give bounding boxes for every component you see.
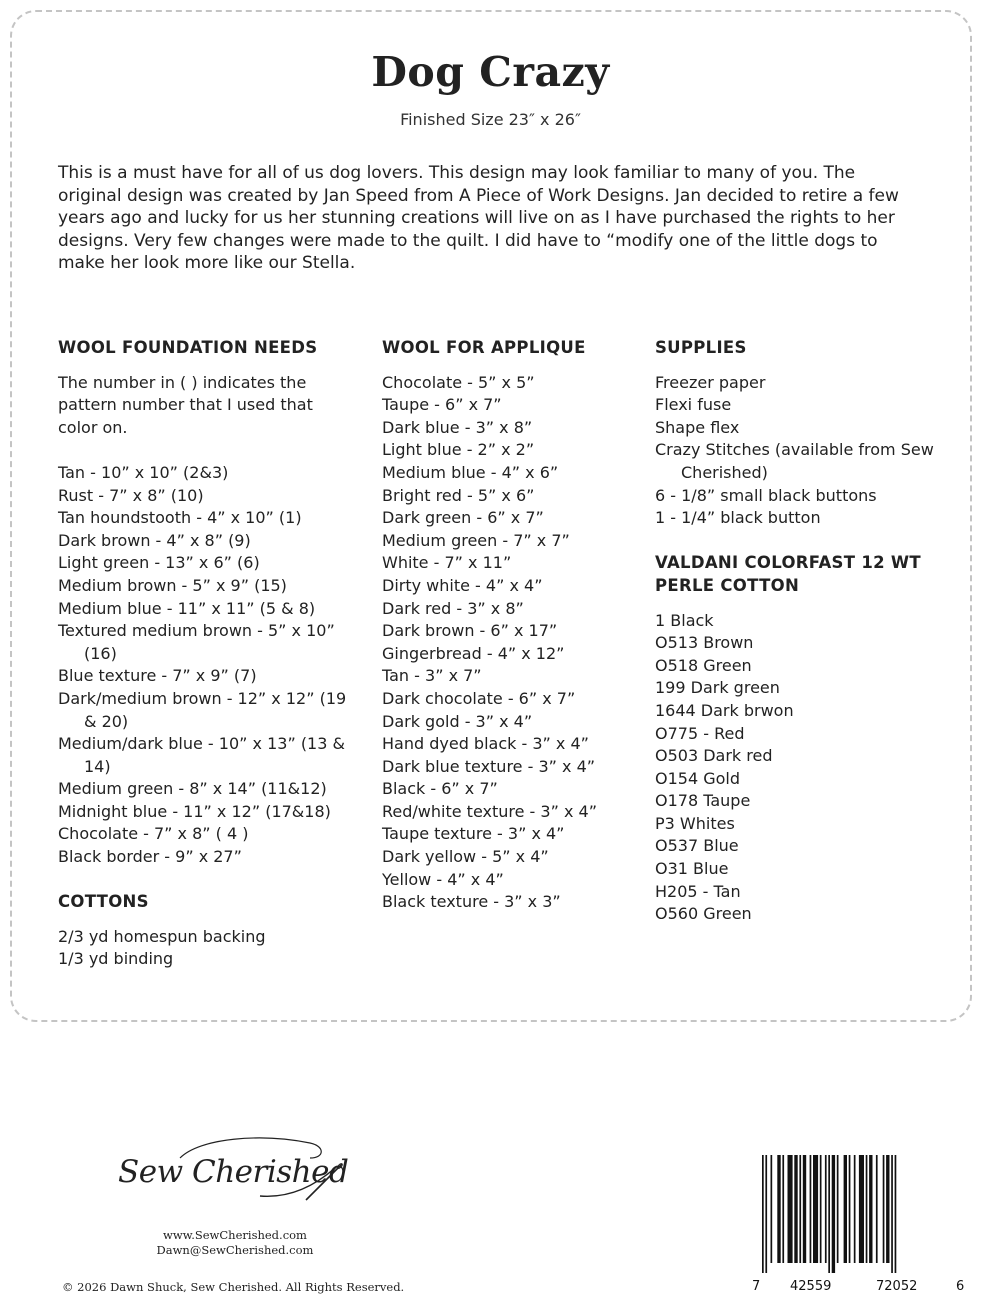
wool-applique-item: Dark green - 6” x 7” bbox=[382, 508, 544, 528]
email-link[interactable]: Dawn@SewCherished.com bbox=[156, 1243, 314, 1257]
barcode-bars bbox=[752, 1155, 972, 1275]
wool-foundation-item: Medium green - 8” x 14” (11&12) bbox=[58, 779, 327, 799]
sew-cherished-logo bbox=[110, 1128, 350, 1218]
supplies-list bbox=[655, 372, 935, 530]
contact-block bbox=[150, 1228, 320, 1258]
barcode-bar bbox=[803, 1155, 806, 1263]
barcode-bar bbox=[837, 1155, 839, 1263]
wool-applique-item: Gingerbread - 4” x 12” bbox=[382, 643, 565, 663]
barcode-digit-1: 7 bbox=[752, 1279, 761, 1294]
wool-foundation-item: Midnight blue - 11” x 12” (17&18) bbox=[58, 801, 331, 821]
barcode-bar bbox=[895, 1155, 897, 1273]
barcode-bar bbox=[794, 1155, 797, 1263]
intro-paragraph: This is a must have for all of us dog lovers. This design may look familiar to many of you. The original design was created by Jan Speed from A Piece of Work Designs. Jan decided to retire a few years ago and lucky for us her stunning creations will live on as I have purchased the rights to her designs. Very few changes were made to the quilt. I did have to “modify one of the little dogs to make her look more like our Stella. bbox=[58, 163, 899, 274]
barcode bbox=[752, 1155, 972, 1294]
cottons-list bbox=[58, 926, 348, 971]
wool-foundation-item: Blue texture - 7” x 9” (7) bbox=[58, 666, 257, 686]
perle-cotton-item: O518 Green bbox=[655, 655, 752, 675]
wool-applique-item: White - 7” x 11” bbox=[382, 553, 512, 573]
barcode-bar bbox=[886, 1155, 889, 1263]
barcode-bar bbox=[828, 1155, 830, 1273]
wool-applique-item: Yellow - 4” x 4” bbox=[382, 869, 504, 889]
perle-cotton-item: O537 Blue bbox=[655, 836, 739, 856]
barcode-digit-4: 6 bbox=[956, 1279, 965, 1294]
supplies-heading: SUPPLIES bbox=[655, 338, 747, 357]
barcode-bar bbox=[782, 1155, 784, 1263]
wool-foundation-item: Dark/medium brown - 12” x 12” (19 & 20) bbox=[58, 688, 347, 731]
perle-cotton-item: O560 Green bbox=[655, 904, 752, 924]
perle-cotton-item: O513 Brown bbox=[655, 633, 754, 653]
barcode-bar bbox=[854, 1155, 856, 1263]
wool-applique-item: Dark blue - 3” x 8” bbox=[382, 417, 533, 437]
barcode-bar bbox=[762, 1155, 764, 1273]
website-link[interactable]: www.SewCherished.com bbox=[163, 1228, 307, 1242]
perle-cotton-list bbox=[655, 610, 935, 926]
logo-text: Sew Cherished bbox=[118, 1154, 349, 1190]
wool-foundation-item: Textured medium brown - 5” x 10” (16) bbox=[58, 621, 335, 663]
wool-foundation-heading: WOOL FOUNDATION NEEDS bbox=[58, 338, 318, 357]
wool-applique-item: Black - 6” x 7” bbox=[382, 779, 498, 799]
perle-cotton-item: O154 Gold bbox=[655, 768, 741, 788]
supply-item: Flexi fuse bbox=[655, 395, 732, 415]
wool-applique-item: Dark chocolate - 6” x 7” bbox=[382, 688, 576, 708]
perle-cotton-item: P3 Whites bbox=[655, 813, 735, 833]
barcode-digit-3: 72052 bbox=[876, 1279, 918, 1294]
wool-applique-item: Dirty white - 4” x 4” bbox=[382, 575, 543, 595]
wool-applique-item: Tan - 3” x 7” bbox=[382, 666, 482, 686]
wool-foundation-item: Rust - 7” x 8” (10) bbox=[58, 485, 204, 505]
supply-item: 1 - 1/4” black button bbox=[655, 508, 821, 528]
wool-applique-heading: WOOL FOR APPLIQUE bbox=[382, 338, 586, 357]
barcode-bar bbox=[832, 1155, 835, 1273]
perle-cotton-item: O503 Dark red bbox=[655, 746, 773, 766]
cotton-item: 1/3 yd binding bbox=[58, 949, 174, 969]
wool-foundation-note: The number in ( ) indicates the pattern number that I used that color on. bbox=[58, 372, 313, 437]
barcode-bar bbox=[771, 1155, 773, 1263]
supply-item: Freezer paper bbox=[655, 372, 766, 392]
page-title: Dog Crazy bbox=[371, 48, 610, 96]
wool-applique-item: Light blue - 2” x 2” bbox=[382, 440, 535, 460]
wool-foundation-item: Chocolate - 7” x 8” ( 4 ) bbox=[58, 824, 249, 844]
barcode-bar bbox=[883, 1155, 885, 1263]
wool-applique-item: Black texture - 3” x 3” bbox=[382, 892, 561, 912]
barcode-bar bbox=[849, 1155, 851, 1263]
perle-cotton-heading-line2: PERLE COTTON bbox=[655, 575, 800, 595]
barcode-bar bbox=[859, 1155, 864, 1263]
barcode-bar bbox=[765, 1155, 767, 1273]
cottons-heading: COTTONS bbox=[58, 892, 149, 912]
barcode-bar bbox=[876, 1155, 878, 1263]
supply-item: 6 - 1/8” small black buttons bbox=[655, 485, 877, 505]
barcode-bar bbox=[820, 1155, 822, 1263]
wool-foundation-item: Black border - 9” x 27” bbox=[58, 847, 242, 867]
barcode-bar bbox=[777, 1155, 780, 1263]
perle-cotton-item: O31 Blue bbox=[655, 859, 729, 879]
perle-cotton-item: O178 Taupe bbox=[655, 791, 751, 811]
wool-applique-item: Medium blue - 4” x 6” bbox=[382, 462, 559, 482]
wool-applique-item: Taupe - 6” x 7” bbox=[382, 395, 502, 415]
wool-foundation-item: Tan - 10” x 10” (2&3) bbox=[58, 462, 229, 482]
column-wool-applique bbox=[382, 337, 642, 914]
supply-item: Shape flex bbox=[655, 417, 740, 437]
barcode-bar bbox=[891, 1155, 893, 1273]
column-wool-foundation bbox=[58, 337, 348, 971]
perle-cotton-item: 199 Dark green bbox=[655, 678, 780, 698]
barcode-bar bbox=[788, 1155, 793, 1263]
wool-foundation-item: Medium blue - 11” x 11” (5 & 8) bbox=[58, 598, 316, 618]
wool-applique-item: Hand dyed black - 3” x 4” bbox=[382, 734, 589, 754]
barcode-bar bbox=[866, 1155, 868, 1263]
perle-cotton-heading-line1: VALDANI COLORFAST 12 WT bbox=[655, 553, 921, 573]
column-supplies bbox=[655, 337, 935, 926]
wool-foundation-item: Medium/dark blue - 10” x 13” (13 & 14) bbox=[58, 734, 345, 776]
wool-applique-item: Dark brown - 6” x 17” bbox=[382, 621, 558, 641]
wool-applique-list bbox=[382, 372, 642, 914]
wool-foundation-item: Dark brown - 4” x 8” (9) bbox=[58, 530, 251, 550]
barcode-digits bbox=[752, 1279, 972, 1295]
barcode-bar bbox=[825, 1155, 827, 1263]
wool-foundation-list bbox=[58, 462, 348, 869]
barcode-bar bbox=[810, 1155, 812, 1263]
wool-applique-item: Red/white texture - 3” x 4” bbox=[382, 801, 597, 821]
barcode-bar bbox=[844, 1155, 847, 1263]
wool-applique-item: Dark gold - 3” x 4” bbox=[382, 711, 533, 731]
wool-foundation-item: Tan houndstooth - 4” x 10” (1) bbox=[58, 508, 302, 528]
barcode-bar bbox=[813, 1155, 818, 1263]
copyright: © 2026 Dawn Shuck, Sew Cherished. All Rights Reserved. bbox=[62, 1280, 405, 1294]
wool-applique-item: Medium green - 7” x 7” bbox=[382, 530, 570, 550]
wool-foundation-item: Light green - 13” x 6” (6) bbox=[58, 553, 260, 573]
wool-applique-item: Taupe texture - 3” x 4” bbox=[382, 824, 565, 844]
supply-item: Crazy Stitches (available from Sew Cherished) bbox=[655, 440, 934, 482]
wool-foundation-item: Medium brown - 5” x 9” (15) bbox=[58, 575, 287, 595]
barcode-digit-2: 42559 bbox=[790, 1279, 832, 1294]
perle-cotton-item: 1644 Dark brwon bbox=[655, 700, 794, 720]
finished-size: Finished Size 23″ x 26″ bbox=[400, 110, 581, 129]
wool-applique-item: Dark yellow - 5” x 4” bbox=[382, 847, 549, 867]
barcode-bar bbox=[799, 1155, 801, 1263]
wool-applique-item: Bright red - 5” x 6” bbox=[382, 485, 535, 505]
barcode-bar bbox=[869, 1155, 872, 1263]
cotton-item: 2/3 yd homespun backing bbox=[58, 926, 266, 946]
wool-applique-item: Chocolate - 5” x 5” bbox=[382, 372, 535, 392]
wool-applique-item: Dark red - 3” x 8” bbox=[382, 598, 524, 618]
perle-cotton-item: H205 - Tan bbox=[655, 881, 741, 901]
wool-applique-item: Dark blue texture - 3” x 4” bbox=[382, 756, 596, 776]
perle-cotton-heading bbox=[655, 552, 935, 597]
perle-cotton-item: 1 Black bbox=[655, 610, 714, 630]
perle-cotton-item: O775 - Red bbox=[655, 723, 745, 743]
